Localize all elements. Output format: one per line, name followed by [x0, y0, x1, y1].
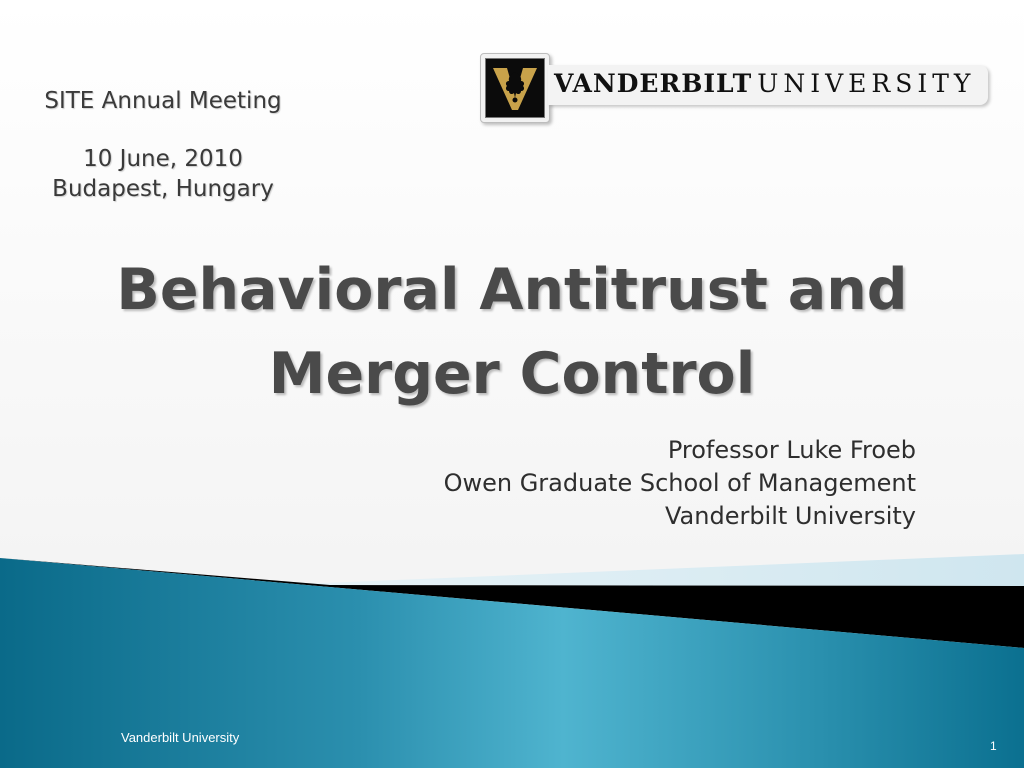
- title-line-2: Merger Control: [268, 341, 756, 407]
- logo-word-vanderbilt: VANDERBILT: [554, 69, 753, 98]
- presenter-school: Owen Graduate School of Management: [443, 469, 916, 497]
- vanderbilt-v-oak-leaf-icon: [485, 58, 545, 118]
- presenter-university: Vanderbilt University: [664, 502, 916, 530]
- event-location: Budapest, Hungary: [52, 176, 274, 202]
- event-meeting: SITE Annual Meeting: [44, 88, 282, 114]
- logo-emblem-frame: [480, 53, 550, 123]
- footer-university: Vanderbilt University: [121, 730, 240, 745]
- event-date: 10 June, 2010: [83, 146, 243, 172]
- event-spacer: [0, 116, 326, 144]
- event-info: [0, 86, 326, 204]
- slide-number: 1: [990, 739, 997, 753]
- logo-wordmark: [548, 65, 988, 105]
- presenter-info: [444, 434, 916, 533]
- slide-title: [0, 248, 1024, 416]
- presenter-name: Professor Luke Froeb: [667, 436, 916, 464]
- university-logo: [480, 53, 990, 121]
- title-line-1: Behavioral Antitrust and: [116, 257, 908, 323]
- logo-word-university: UNIVERSITY: [757, 69, 976, 98]
- pale-stripe: [300, 554, 1024, 586]
